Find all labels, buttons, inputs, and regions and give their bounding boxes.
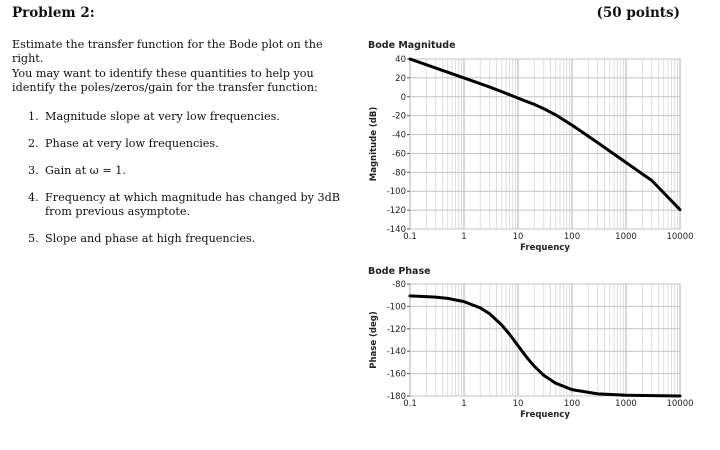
question-item	[28, 137, 353, 151]
question-number: 5.	[28, 232, 39, 245]
x-tick-label: 1	[461, 399, 467, 409]
y-tick-label: 0	[400, 92, 406, 103]
question-text: Phase at very low frequencies.	[45, 137, 219, 150]
y-tick-label: -120	[386, 206, 406, 217]
x-tick-label: 0.1	[403, 399, 417, 409]
question-text: Gain at ω = 1.	[45, 164, 126, 177]
x-tick-label: 10	[512, 232, 524, 242]
y-axis-label: Magnitude (dB)	[369, 106, 379, 182]
problem-title: Problem 2:	[12, 5, 95, 21]
y-tick-label: -120	[386, 324, 406, 335]
x-tick-label: 100	[563, 399, 581, 409]
y-tick-label: -100	[386, 302, 406, 313]
y-tick-label: -80	[392, 168, 406, 179]
question-number: 1.	[28, 110, 39, 123]
y-tick-label: 40	[395, 55, 406, 65]
plot-area	[410, 59, 680, 229]
bode-phase-chart	[362, 262, 700, 430]
chart-title: Bode Phase	[368, 266, 431, 277]
points-value: (50 points)	[596, 5, 680, 21]
question-item	[28, 232, 353, 246]
question-text: Magnitude slope at very low frequencies.	[45, 110, 280, 123]
question-text: Slope and phase at high frequencies.	[45, 232, 256, 245]
question-number: 4.	[28, 191, 39, 204]
x-axis-label: Frequency	[520, 243, 570, 253]
y-tick-label: -180	[386, 392, 406, 402]
x-tick-label: 100	[563, 232, 581, 242]
x-tick-label: 10000	[666, 399, 694, 409]
y-tick-label: -20	[392, 111, 406, 122]
x-tick-label: 1000	[615, 232, 637, 242]
question-list	[28, 110, 353, 259]
x-tick-label: 10	[512, 399, 524, 409]
y-tick-label: -40	[392, 130, 406, 141]
y-tick-label: -140	[386, 347, 406, 358]
y-tick-label: -160	[386, 369, 406, 380]
bode-magnitude-chart	[362, 36, 700, 262]
intro-line-2: You may want to identify these quantities to help you identify the poles/zeros/gain for the transfer function:	[12, 66, 318, 95]
x-tick-label: 1	[461, 232, 467, 242]
problem-intro	[12, 38, 352, 96]
question-item	[28, 191, 353, 219]
question-item	[28, 164, 353, 178]
y-tick-label: -100	[386, 187, 406, 198]
y-tick-label: -60	[392, 149, 406, 160]
y-tick-label: -140	[386, 225, 406, 235]
y-tick-label: 20	[395, 73, 406, 84]
y-tick-label: -80	[392, 280, 406, 290]
question-text: Frequency at which magnitude has changed by 3dB from previous asymptote.	[45, 191, 340, 218]
question-item	[28, 110, 353, 124]
question-number: 2.	[28, 137, 39, 150]
y-axis-label: Phase (deg)	[369, 311, 379, 369]
x-axis-label: Frequency	[520, 410, 570, 420]
question-number: 3.	[28, 164, 39, 177]
chart-title: Bode Magnitude	[368, 40, 456, 51]
x-tick-label: 10000	[666, 232, 694, 242]
plot-area	[410, 284, 680, 396]
intro-line-1: Estimate the transfer function for the Bode plot on the right.	[12, 38, 323, 66]
x-tick-label: 0.1	[403, 232, 417, 242]
x-tick-label: 1000	[615, 399, 637, 409]
